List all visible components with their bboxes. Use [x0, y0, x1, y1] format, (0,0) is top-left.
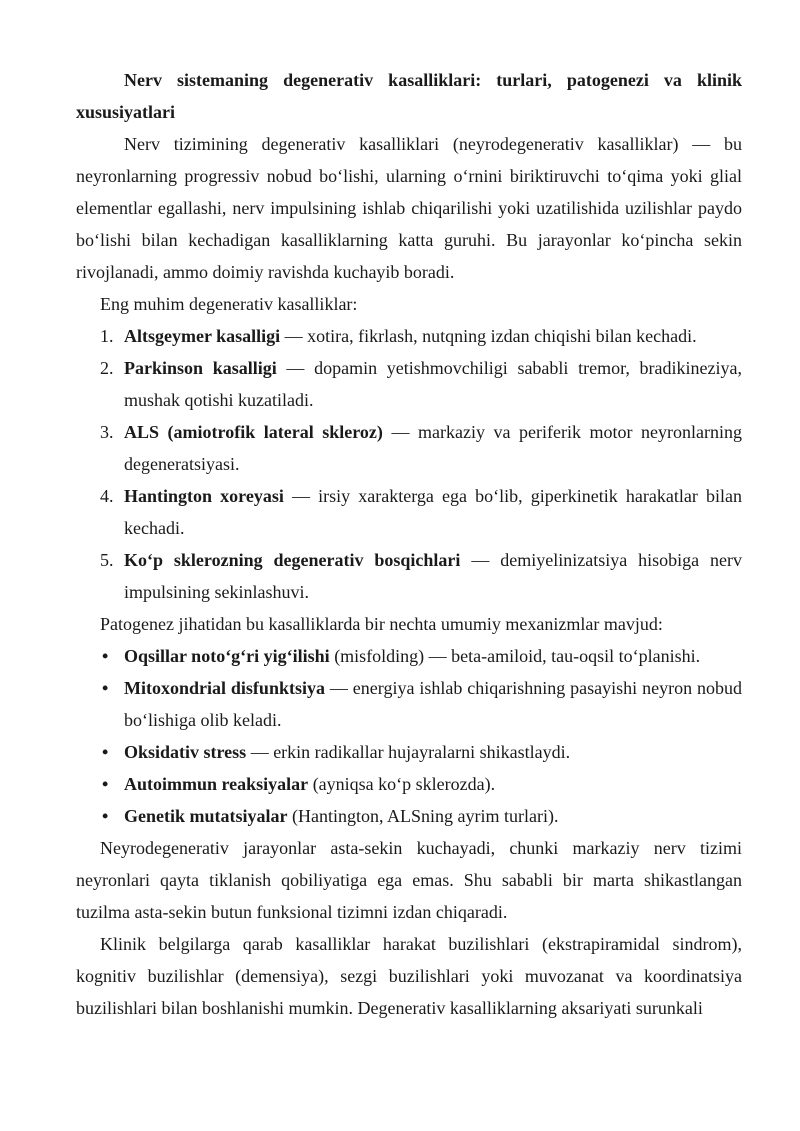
- disease-term: Hantington xoreyasi: [124, 486, 284, 506]
- patogenez-intro: Patogenez jihatidan bu kasalliklarda bir nechta umumiy mexanizmlar mavjud:: [100, 614, 663, 634]
- list-number: 2.: [100, 358, 114, 378]
- disease-description: — demiyelinizatsiya hisobiga nerv impulsining sekinlashuvi.: [124, 550, 743, 602]
- mechanism-description: — energiya ishlab chiqarishning pasayishi neyron nobud bo‘lishiga olib keladi.: [124, 678, 742, 730]
- disease-description: — irsiy xarakterga ega bo‘lib, giperkinetik harakatlar bilan kechadi.: [124, 486, 742, 538]
- disease-description: — xotira, fikrlash, nutqning izdan chiqishi bilan kechadi.: [280, 326, 697, 346]
- mechanism-term: Genetik mutatsiyalar: [124, 806, 288, 826]
- disease-term: Ko‘p sklerozning degenerativ bosqichlari: [124, 550, 461, 570]
- mechanism-term: Oksidativ stress: [124, 742, 247, 762]
- mechanism-item: [76, 800, 742, 832]
- mechanism-item: [76, 736, 742, 768]
- bullet-icon: •: [102, 678, 109, 698]
- mechanism-description: (Hantington, ALSning ayrim turlari).: [287, 806, 559, 826]
- disease-item: [76, 320, 742, 352]
- disease-item: [76, 480, 742, 544]
- list-number: 3.: [100, 422, 114, 442]
- mechanism-term: Oqsillar noto‘g‘ri yig‘ilishi: [124, 646, 330, 666]
- mechanism-term: Autoimmun reaksiyalar: [124, 774, 309, 794]
- bullet-icon: •: [102, 806, 109, 826]
- mechanism-description: — erkin radikallar hujayralarni shikastlaydi.: [246, 742, 571, 762]
- diseases-list-intro: Eng muhim degenerativ kasalliklar:: [100, 294, 358, 314]
- mechanism-item: [76, 672, 742, 736]
- disease-item: [76, 416, 742, 480]
- intro-paragraph: Nerv tizimining degenerativ kasalliklari (neyrodegenerativ kasalliklar) — bu neyronlarning progressiv nobud bo‘lishi, ularning o‘rnini biriktiruvchi to‘qima yoki glial elementlar egallashi, nerv impulsining ishlab chiqarilishi yoki uzatilishida uzilishlar paydo bo‘lishi bilan kechadigan kasalliklarning katta guruhi. Bu jarayonlar ko‘pincha sekin rivojlanadi, ammo doimiy ravishda kuchayib boradi.: [76, 134, 742, 282]
- list-number: 5.: [100, 550, 114, 570]
- disease-description: — dopamin yetishmovchiligi sababli tremor, bradikineziya, mushak qotishi kuzatiladi.: [124, 358, 742, 410]
- bullet-icon: •: [102, 742, 109, 762]
- disease-term: Parkinson kasalligi: [124, 358, 277, 378]
- document-title: Nerv sistemaning degenerativ kasalliklari: turlari, patogenezi va klinik xususiyatlari: [76, 70, 742, 122]
- mechanism-description: (misfolding) — beta-amiloid, tau-oqsil to‘planishi.: [329, 646, 701, 666]
- clinical-paragraph: Klinik belgilarga qarab kasalliklar harakat buzilishlari (ekstrapiramidal sindrom), kognitiv buzilishlar (demensiya), sezgi buzilishlari yoki muvozanat va koordinatsiya buzilishlari bilan boshlanishi mumkin. Degenerativ kasalliklarning aksariyati surunkali: [76, 934, 742, 1018]
- mechanism-item: [76, 640, 742, 672]
- bullet-icon: •: [102, 646, 109, 666]
- disease-term: ALS (amiotrofik lateral skleroz): [124, 422, 383, 442]
- mechanisms-list: [76, 640, 742, 832]
- disease-term: Altsgeymer kasalligi: [124, 326, 281, 346]
- mechanism-item: [76, 768, 742, 800]
- mechanism-description: (ayniqsa ko‘p sklerozda).: [308, 774, 496, 794]
- diseases-list: [76, 320, 742, 608]
- bullet-icon: •: [102, 774, 109, 794]
- mechanism-term: Mitoxondrial disfunktsiya: [124, 678, 325, 698]
- disease-item: [76, 544, 742, 608]
- list-number: 4.: [100, 486, 114, 506]
- progress-paragraph: Neyrodegenerativ jarayonlar asta-sekin kuchayadi, chunki markaziy nerv tizimi neyronlari qayta tiklanish qobiliyatiga ega emas. Shu sababli bir marta shikastlangan tuzilma asta-sekin butun funksional tizimni izdan chiqaradi.: [76, 838, 742, 922]
- disease-description: — markaziy va periferik motor neyronlarning degeneratsiyasi.: [124, 422, 742, 474]
- list-number: 1.: [100, 326, 114, 346]
- disease-item: [76, 352, 742, 416]
